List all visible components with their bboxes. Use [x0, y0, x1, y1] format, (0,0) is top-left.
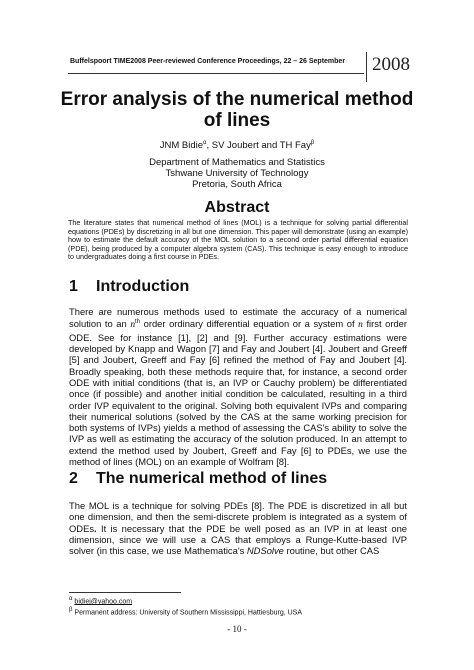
math-n: n — [130, 320, 136, 331]
abstract-heading: Abstract — [204, 199, 270, 216]
affiliation — [60, 157, 414, 190]
author-3-mark: β — [310, 140, 315, 146]
footnotes — [69, 595, 302, 618]
footnote-2-mark: β — [69, 607, 73, 614]
author-separator: , SV Joubert and TH Fay — [206, 140, 311, 152]
section-2-heading — [69, 470, 327, 488]
section-1-text-a: There are numerous methods used to estimate the accuracy of a numerical solution to an — [69, 306, 407, 330]
section-2-paragraph — [69, 500, 407, 556]
affiliation-dept: Department of Mathematics and Statistics — [149, 157, 325, 168]
author-line — [60, 140, 414, 151]
footnote-rule — [69, 592, 181, 593]
page-number: - 10 - — [227, 624, 247, 634]
email-link[interactable]: bidiej@yahoo.com — [74, 598, 133, 606]
conference-header: Buffelspoort TIME2008 Peer-reviewed Conference Proceedings, 22 – 26 September — [70, 58, 346, 65]
section-1-text-b: order ordinary differential equation or a system of — [140, 318, 359, 330]
section-1-heading — [69, 278, 189, 296]
section-1-title: Introduction — [96, 278, 190, 295]
header-rule — [68, 73, 364, 74]
th-superscript: th — [135, 319, 141, 326]
author-1-mark: α — [203, 140, 207, 146]
section-1-number: 1 — [69, 278, 78, 295]
affiliation-place: Pretoria, South Africa — [192, 179, 282, 190]
section-2-number: 2 — [69, 470, 78, 487]
author-1: JNM Bidie — [159, 140, 203, 152]
footnote-1 — [69, 595, 302, 606]
footnote-2 — [69, 606, 302, 617]
footnote-2-text: Permanent address: University of Southern Mississippi, Hattiesburg, USA — [72, 609, 302, 617]
section-2-text-c: routine, but other CAS — [283, 545, 380, 557]
section-2-text-a: The MOL is a technique for solving PDEs [8]. The PDE is discretized in all but one dimension, and then the semi-discrete problem is integrated as a system of ODEs — [69, 500, 407, 534]
section-1-paragraph — [69, 306, 407, 467]
section-1-text-c: first order ODE. See for instance [1], [2] and [9]. Further accuracy estimations were developed by Knapp and Wagon [7] and Fay and Joubert [4]. Joubert and Greeff [5] and Joubert, Greeff and Fay [6] refined the method of Fay and Joubert [4]. Broadly speaking, both these methods require that, for instance, a second order ODE with initial conditions (that is, an IVP or Cauchy problem) be differentiated once (if possible) and another initial condition be calculated, resulting in a third order IVP equivalent to the original. Solving both equivalent IVPs and comparing their numerical solutions (solved by the CAS at the same working precision for both systems of IVPs) yields a method of assessing the CAS's ability to solve the IVP as well as estimating the accuracy of the solution produced. In an attempt to extend the method used by Joubert, Greeff and Fay [6] to PDEs, we use the method of lines (MOL) on an example of Wolfram [8]. — [69, 318, 408, 467]
header-vertical-rule — [366, 52, 367, 82]
section-2-title: The numerical method of lines — [96, 470, 328, 487]
section-2-period: . — [94, 522, 97, 534]
math-n-2: n — [358, 320, 363, 331]
affiliation-university: Tshwane University of Technology — [165, 168, 309, 179]
ndsolve-term: NDSolve — [246, 545, 284, 557]
abstract-text: The literature states that numerical method of lines (MOL) is a technique for solving partial differential equations (PDEs) by discretizing in all but one dimension. This paper will demonstrate (using an example) how to estimate the default accuracy of the MOL solution to a second order partial differential equation (PDE), being produced by a computer algebra system (CAS). This technique is easy enough to introduce to undergraduates doing a first course in PDEs. — [68, 218, 408, 262]
footnote-1-mark: α — [69, 596, 73, 602]
paper-title: Error analysis of the numerical method of lines — [60, 89, 414, 131]
section-2-text-b: It is necessary that the PDE be well posed as an IVP in at least one dimension, since we will use a CAS that employs a Runge-Kutte-based IVP solver (in this case, we use Mathematica's — [69, 522, 407, 557]
year-badge: 2008 — [372, 54, 410, 75]
